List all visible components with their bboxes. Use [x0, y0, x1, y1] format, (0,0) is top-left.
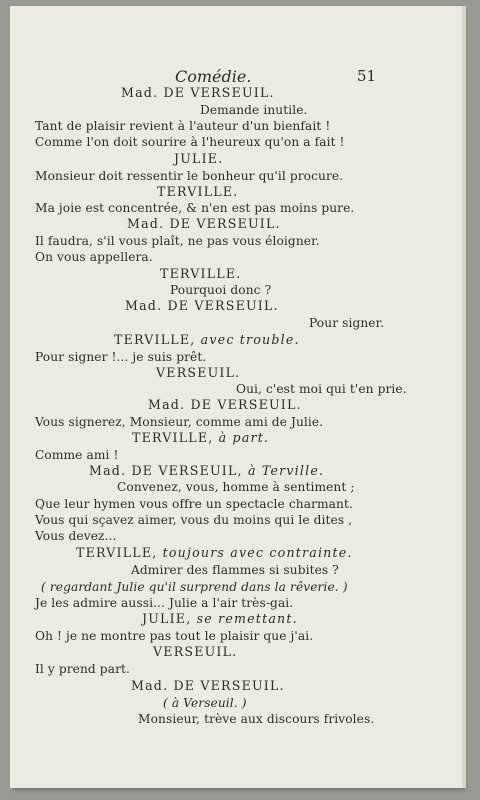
verse-line: Demande inutile. — [200, 103, 308, 117]
speaker-heading: TERVILLE. — [157, 184, 239, 199]
verse-line: Ma joie est concentrée, & n'en est pas moins pure. — [35, 201, 355, 215]
speaker-heading: Mad. DE VERSEUIL. — [127, 216, 281, 231]
stage-direction: à Terville. — [247, 463, 325, 478]
verse-line: On vous appellera. — [35, 250, 153, 264]
speaker-heading: Mad. DE VERSEUIL. — [121, 85, 275, 100]
verse-line: Vous qui sçavez aimer, vous du moins qui le dites , — [35, 513, 353, 527]
verse-line: Monsieur, trève aux discours frivoles. — [138, 712, 375, 726]
speaker-name: JULIE, — [142, 611, 192, 626]
speaker-name: TERVILLE, — [114, 332, 196, 347]
running-title: Comédie. — [175, 67, 252, 86]
speaker-heading — [89, 464, 324, 478]
speaker-heading — [76, 546, 353, 560]
speaker-heading: Mad. DE VERSEUIL. — [131, 678, 285, 693]
verse-line: Pourquoi donc ? — [170, 283, 272, 297]
speaker-heading: Mad. DE VERSEUIL. — [125, 298, 279, 313]
speaker-heading: VERSEUIL. — [156, 365, 241, 380]
speaker-heading: Mad. DE VERSEUIL. — [148, 397, 302, 412]
stage-direction: à part. — [218, 430, 270, 445]
verse-line: Pour signer. — [309, 316, 385, 330]
speaker-name: Mad. DE VERSEUIL, — [89, 463, 243, 478]
stage-direction: toujours avec contrainte. — [162, 545, 353, 560]
verse-line: Oh ! je ne montre pas tout le plaisir que j'ai. — [35, 629, 314, 643]
verse-line: Je les admire aussi... Julie a l'air très-gai. — [35, 596, 294, 610]
verse-line: Il y prend part. — [35, 662, 130, 676]
verse-line: Il faudra, s'il vous plaît, ne pas vous éloigner. — [35, 234, 320, 248]
verse-line: Vous devez... — [35, 529, 117, 543]
speaker-heading: JULIE. — [174, 151, 224, 166]
stage-direction: ( à Verseuil. ) — [163, 696, 247, 710]
verse-line: Admirer des flammes si subites ? — [131, 563, 339, 577]
speaker-heading — [114, 333, 300, 347]
stage-direction: se remettant. — [196, 611, 298, 626]
verse-line: Comme ami ! — [35, 448, 119, 462]
speaker-name: TERVILLE, — [132, 430, 214, 445]
page-number: 51 — [357, 67, 377, 85]
speaker-heading: TERVILLE. — [160, 266, 242, 281]
verse-line: Pour signer !... je suis prêt. — [35, 350, 207, 364]
verse-line: Convenez, vous, homme à sentiment ; — [117, 480, 355, 494]
verse-line: Monsieur doit ressentir le bonheur qu'il procure. — [35, 169, 344, 183]
stage-direction: avec trouble. — [200, 332, 300, 347]
stage-direction: ( regardant Julie qu'il surprend dans la rêverie. ) — [41, 580, 348, 594]
verse-line: Comme l'on doit sourire à l'heureux qu'on a fait ! — [35, 135, 345, 149]
speaker-heading — [142, 612, 298, 626]
speaker-name: TERVILLE, — [76, 545, 158, 560]
verse-line: Oui, c'est moi qui t'en prie. — [236, 382, 407, 396]
speaker-heading — [132, 431, 269, 445]
book-page — [10, 6, 462, 788]
verse-line: Que leur hymen vous offre un spectacle charmant. — [35, 497, 353, 511]
speaker-heading: VERSEUIL. — [153, 644, 238, 659]
verse-line: Vous signerez, Monsieur, comme ami de Julie. — [35, 415, 324, 429]
verse-line: Tant de plaisir revient à l'auteur d'un bienfait ! — [35, 119, 331, 133]
